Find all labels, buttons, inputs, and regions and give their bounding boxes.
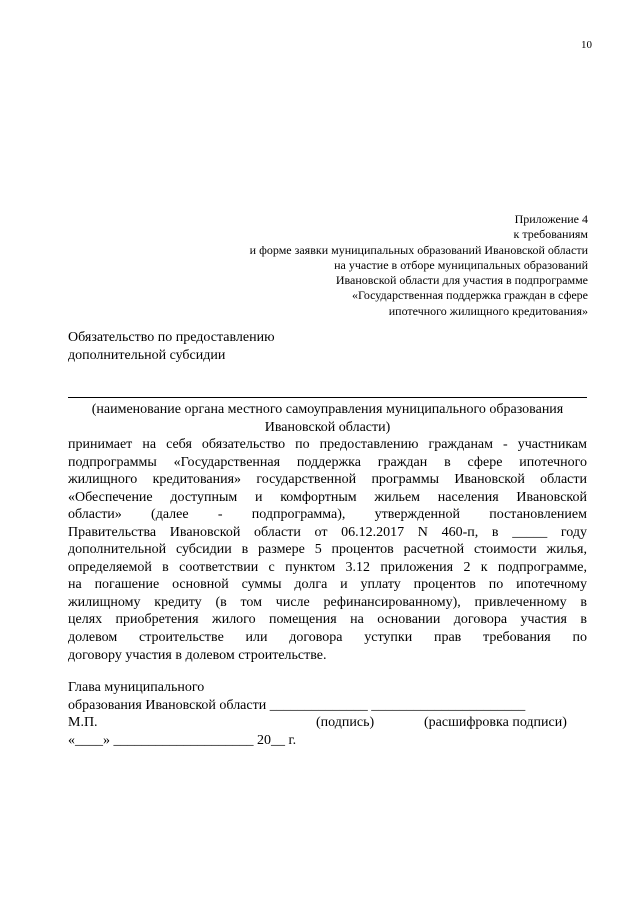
body-line: подпрограммы «Государственная поддержка граждан в сфере ипотечного: [68, 454, 587, 470]
org-name-caption: [68, 401, 587, 436]
caption-line: (наименование органа местного самоуправления муниципального образования: [91, 402, 564, 417]
body-line: принимает на себя обязательство по предоставлению гражданам - участникам: [68, 437, 587, 452]
body-line: целях приобретения жилого помещения на основании договора участия в: [68, 612, 587, 628]
head-title-line: Глава муниципального: [68, 680, 205, 695]
appendix-header-line: «Государственная поддержка граждан в сфере: [351, 288, 588, 303]
appendix-header-line: на участие в отборе муниципальных образований: [334, 257, 588, 272]
appendix-header-line: Приложение 4: [514, 212, 588, 226]
head-signature-line: образования Ивановской области ______________ ______________________: [68, 697, 526, 713]
appendix-header-line: Ивановской области для участия в подпрограмме: [335, 273, 588, 288]
body-line: жилищного кредитования» государственной программы Ивановской области: [68, 472, 587, 488]
document-title: [68, 329, 275, 364]
body-line: области» (далее - подпрограмма), утвержденной постановлением: [68, 507, 587, 523]
obligation-text: [68, 436, 587, 664]
title-line: дополнительной субсидии: [68, 347, 226, 363]
body-line: определяемой в соответствии с пунктом 3.12 приложения 2 к подпрограмме,: [68, 559, 587, 575]
signature-captions-row: [68, 714, 587, 732]
appendix-header-line: к требованиям: [513, 227, 588, 242]
signature-decoding-caption: (расшифровка подписи): [424, 715, 567, 730]
title-line: Обязательство по предоставлению: [68, 330, 275, 345]
page-number: 10: [581, 39, 592, 51]
body-line: жилищному кредиту (в том числе рефинансированному), привлеченному в: [68, 594, 587, 610]
appendix-header-line: и форме заявки муниципальных образований Ивановской области: [249, 242, 588, 257]
appendix-header-line: ипотечного жилищного кредитования»: [388, 303, 588, 318]
caption-line: Ивановской области): [264, 419, 391, 435]
body-line: дополнительной субсидии в размере 5 процентов расчетной стоимости жилья,: [68, 542, 587, 558]
date-line: «____» ____________________ 20__ г.: [68, 732, 297, 748]
body-line: «Обеспечение доступным и комфортным жильем населения Ивановской: [68, 489, 587, 505]
body-line: долевом строительстве или договора уступки прав требования по: [68, 630, 587, 646]
body-line: Правительства Ивановской области от 06.12.2017 N 460-п, в _____ году: [68, 524, 587, 540]
org-name-blank-line: [68, 397, 587, 398]
body-line: договору участия в долевом строительстве.: [68, 647, 327, 663]
appendix-header: [168, 212, 588, 319]
body-line: на погашение основной суммы долга и уплату процентов по ипотечному: [68, 577, 587, 593]
stamp-label: М.П.: [68, 715, 98, 730]
signature-caption: (подпись): [316, 715, 375, 730]
signature-block: [68, 679, 587, 749]
